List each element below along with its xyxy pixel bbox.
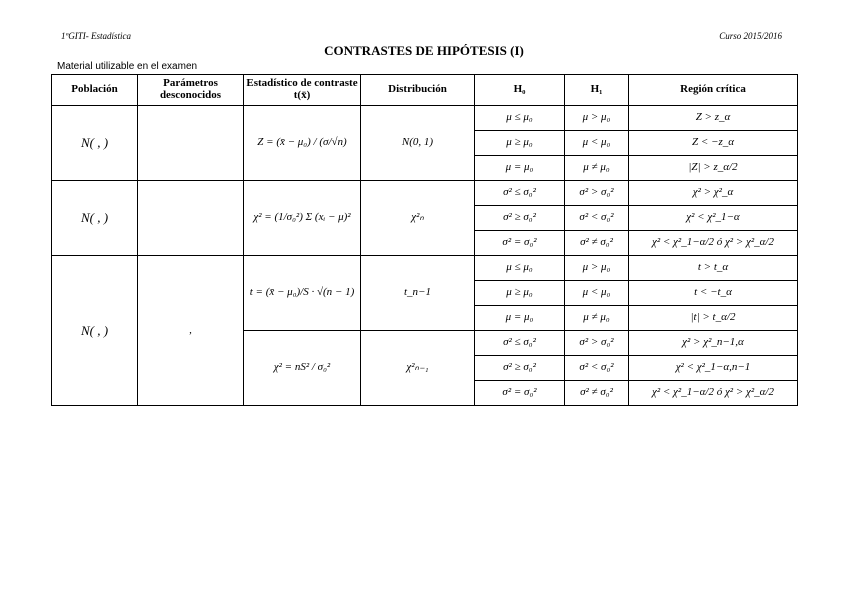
region-cell: χ² < χ²_1−α/2 ó χ² > χ²_α/2 (629, 231, 798, 256)
table-header-row (52, 75, 798, 106)
col-header-estadistico: Estadístico de contraste t(x̄) (244, 75, 361, 106)
estadistico-cell: χ² = nS² / σ₀² (244, 331, 361, 406)
h1-cell: σ² < σ₀² (565, 356, 629, 381)
h1-cell: μ < μ₀ (565, 281, 629, 306)
hypothesis-tests-table (51, 74, 798, 406)
distribucion-cell: t_n−1 (361, 256, 475, 331)
region-cell: t > t_α (629, 256, 798, 281)
h0-cell: σ² ≥ σ₀² (475, 206, 565, 231)
region-cell: Z > z_α (629, 106, 798, 131)
h0-cell: μ ≥ μ₀ (475, 281, 565, 306)
col-header-h0: H₀ (475, 75, 565, 106)
distribucion-cell: χ²ₙ (361, 181, 475, 256)
table-row (52, 256, 798, 281)
parametros-cell: , (138, 256, 244, 406)
estadistico-cell: χ² = (1/σ₀²) Σ (xᵢ − μ)² (244, 181, 361, 256)
h0-cell: μ = μ₀ (475, 306, 565, 331)
h1-cell: σ² > σ₀² (565, 331, 629, 356)
estadistico-cell: Z = (x̄ − μ₀) / (σ/√n) (244, 106, 361, 181)
region-cell: Z < −z_α (629, 131, 798, 156)
distribucion-cell: N(0, 1) (361, 106, 475, 181)
h0-cell: μ ≤ μ₀ (475, 256, 565, 281)
col-header-distribucion: Distribución (361, 75, 475, 106)
region-cell: χ² < χ²_1−α/2 ó χ² > χ²_α/2 (629, 381, 798, 406)
h0-cell: μ ≥ μ₀ (475, 131, 565, 156)
poblacion-cell: N( , ) (52, 106, 138, 181)
region-cell: χ² < χ²_1−α (629, 206, 798, 231)
table-row (52, 106, 798, 131)
h0-cell: σ² ≤ σ₀² (475, 331, 565, 356)
material-note: Material utilizable en el examen (57, 61, 198, 72)
table-row (52, 181, 798, 206)
region-cell: |Z| > z_α/2 (629, 156, 798, 181)
h0-cell: μ ≤ μ₀ (475, 106, 565, 131)
h0-cell: μ = μ₀ (475, 156, 565, 181)
h1-cell: μ < μ₀ (565, 131, 629, 156)
h0-cell: σ² = σ₀² (475, 231, 565, 256)
col-header-h1: H₁ (565, 75, 629, 106)
region-cell: t < −t_α (629, 281, 798, 306)
distribucion-cell: χ²ₙ₋₁ (361, 331, 475, 406)
region-cell: χ² > χ²_α (629, 181, 798, 206)
estadistico-cell: t = (x̄ − μ₀)/S · √(n − 1) (244, 256, 361, 331)
h0-cell: σ² ≤ σ₀² (475, 181, 565, 206)
col-header-parametros: Parámetros desconocidos (138, 75, 244, 106)
poblacion-cell: N( , ) (52, 256, 138, 406)
region-cell: |t| > t_α/2 (629, 306, 798, 331)
parametros-cell (138, 106, 244, 181)
h0-cell: σ² = σ₀² (475, 381, 565, 406)
col-header-poblacion: Población (52, 75, 138, 106)
h1-cell: σ² ≠ σ₀² (565, 381, 629, 406)
h1-cell: μ ≠ μ₀ (565, 306, 629, 331)
h1-cell: σ² ≠ σ₀² (565, 231, 629, 256)
poblacion-cell: N( , ) (52, 181, 138, 256)
parametros-cell (138, 181, 244, 256)
h1-cell: μ ≠ μ₀ (565, 156, 629, 181)
h1-cell: μ > μ₀ (565, 256, 629, 281)
header-academic-year: Curso 2015/2016 (719, 31, 782, 41)
region-cell: χ² > χ²_n−1,α (629, 331, 798, 356)
h1-cell: μ > μ₀ (565, 106, 629, 131)
col-header-region: Región crítica (629, 75, 798, 106)
h0-cell: σ² ≥ σ₀² (475, 356, 565, 381)
region-cell: χ² < χ²_1−α,n−1 (629, 356, 798, 381)
h1-cell: σ² > σ₀² (565, 181, 629, 206)
page-title: CONTRASTES DE HIPÓTESIS (I) (324, 43, 524, 58)
header-course-code: 1ºGITI- Estadística (61, 31, 132, 41)
h1-cell: σ² < σ₀² (565, 206, 629, 231)
